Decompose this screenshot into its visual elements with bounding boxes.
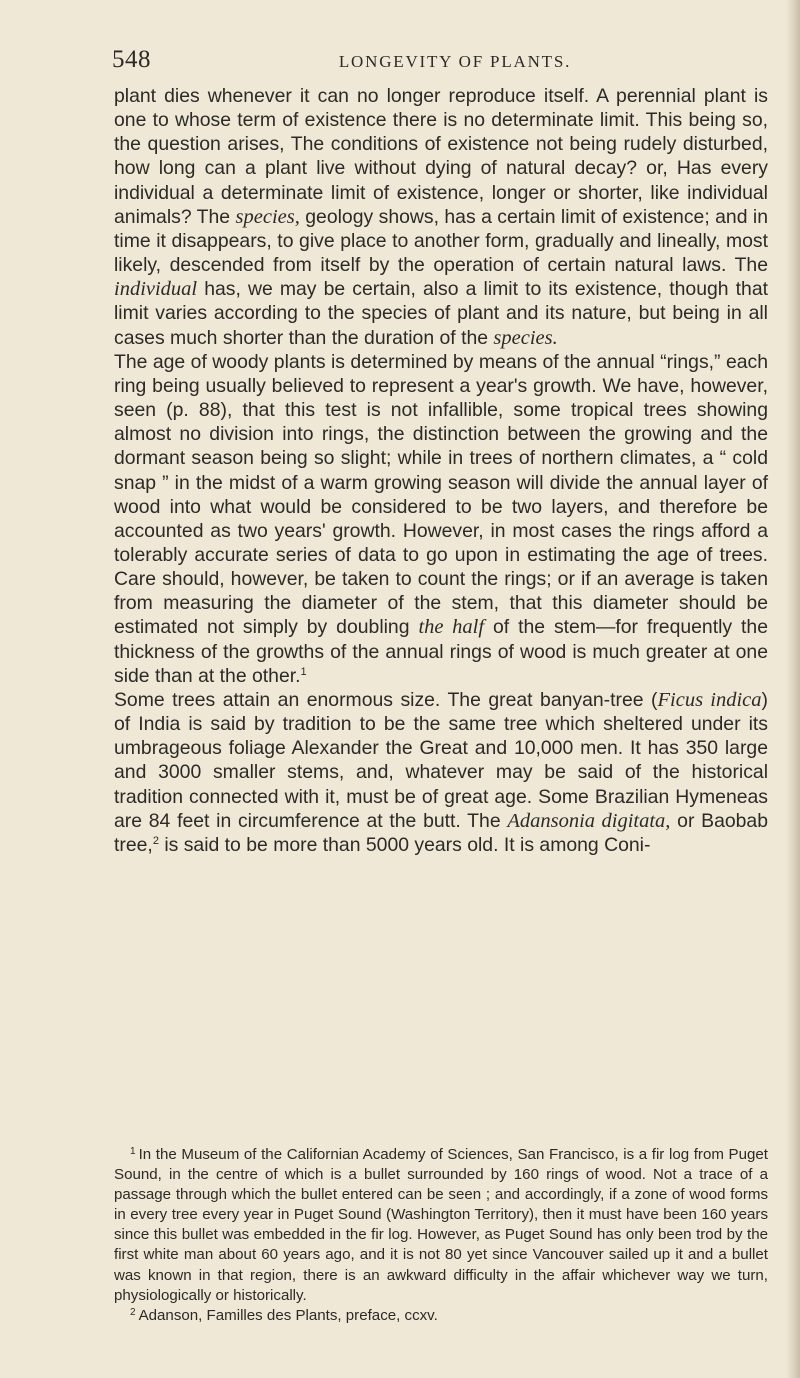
footnote-text: In the Museum of the Californian Academy of Sciences, San Francisco, is a fir log from Puget Sound, in the centre of which is a bullet surrounded by 160 rings of wood. Not a trace of a passage through which the bullet entered can be seen ; and accordingly, if a zone of wood forms in every tree every year in Puget Sound (Washington Territory), then it must have been 160 years since this bullet was embedded in the fir log. However, as Puget Sound has only been trod by the first white man about 60 years ago, and it is not 80 yet since Vancouver sailed up it and a bullet was known in that region, there is an awkward difficulty in the affair whichever way we turn, physiologically or historically. xyxy=(114,1146,768,1304)
paragraph-2 xyxy=(114,350,768,688)
text-run: is said to be more than 5000 years old. It is among Coni- xyxy=(158,833,651,856)
italic-run: Adansonia digitata, xyxy=(507,809,671,832)
footnote-2 xyxy=(114,1306,768,1326)
footnote-marker: 1 xyxy=(130,1146,136,1157)
body-text xyxy=(114,84,768,857)
page-number: 548 xyxy=(112,46,151,73)
running-title: LONGEVITY OF PLANTS. xyxy=(338,52,572,71)
text-run: has, we may be certain, also a limit to its existence, though that limit varies according to the species of plant and its nature, but being in all cases much shorter than the duration of the xyxy=(114,278,768,349)
page-header xyxy=(112,46,768,82)
paragraph-3 xyxy=(114,688,768,857)
text-run: or Baobab tree, xyxy=(114,809,768,856)
footnote-text: Adanson, Familles des Plants, preface, ccxv. xyxy=(138,1306,438,1324)
italic-run: species, xyxy=(235,205,300,228)
footnote-1 xyxy=(114,1145,768,1306)
text-run: The age of woody plants is determined by means of the annual “rings,” each ring being usually believed to represent a year's growth. We have, however, seen (p. 88), that this test is not infallible, some tropical trees showing almost no division into rings, the distinction between the growing and the dormant season being so slight; while in trees of northern climates, a “ cold snap ” in the midst of a warm growing season will divide the annual layer of wood into what would be considered to be two layers, and therefore be accounted as two years' growth. However, in most cases the rings afford a tolerably accurate series of data to go upon in estimating the age of trees. Care should, however, be taken to count the rings; or if an average is taken from measuring the diameter of the stem, that this diameter should be estimated not simply by doubling xyxy=(114,350,768,639)
page-edge-shadow xyxy=(786,0,800,1378)
footnotes xyxy=(114,1145,768,1326)
italic-run: Ficus indica xyxy=(657,688,762,711)
italic-run: individual xyxy=(114,278,198,301)
italic-run: species. xyxy=(493,326,558,349)
paragraph-1 xyxy=(114,84,768,350)
footnote-ref-2[interactable]: 2 xyxy=(152,834,159,847)
italic-run: the half xyxy=(418,616,485,639)
text-run: plant dies whenever it can no longer reproduce itself. A perennial plant is one to whose term of existence there is no determinate limit. This being so, the question arises, The conditions of existence not being rudely disturbed, how long can a plant live without dying of natural decay? or, Has every individual a determinate limit of existence, longer or shorter, like individual animals? The xyxy=(114,85,768,228)
text-run: geology shows, has a certain limit of existence; and in time it disappears, to give place to another form, gradually and lineally, most likely, descended from itself by the operation of certain natural laws. The xyxy=(114,205,769,277)
text-run: ) of India is said by tradition to be the same tree which sheltered under its umbrageous foliage Alexander the Great and 10,000 men. It has 350 large and 3000 smaller stems, and, whatever may be said of the historical tradition connected with it, must be of great age. Some Brazilian Hymeneas are 84 feet in circumference at the butt. The xyxy=(114,688,768,832)
footnote-marker: 2 xyxy=(130,1306,136,1318)
text-run: Some trees attain an enormous size. The great banyan-tree ( xyxy=(114,688,658,711)
text-run: of the stem—for frequently the thickness of the growths of the annual rings of wood is much greater at one side than at the other. xyxy=(114,616,768,687)
footnote-ref-1[interactable]: 1 xyxy=(300,665,307,678)
